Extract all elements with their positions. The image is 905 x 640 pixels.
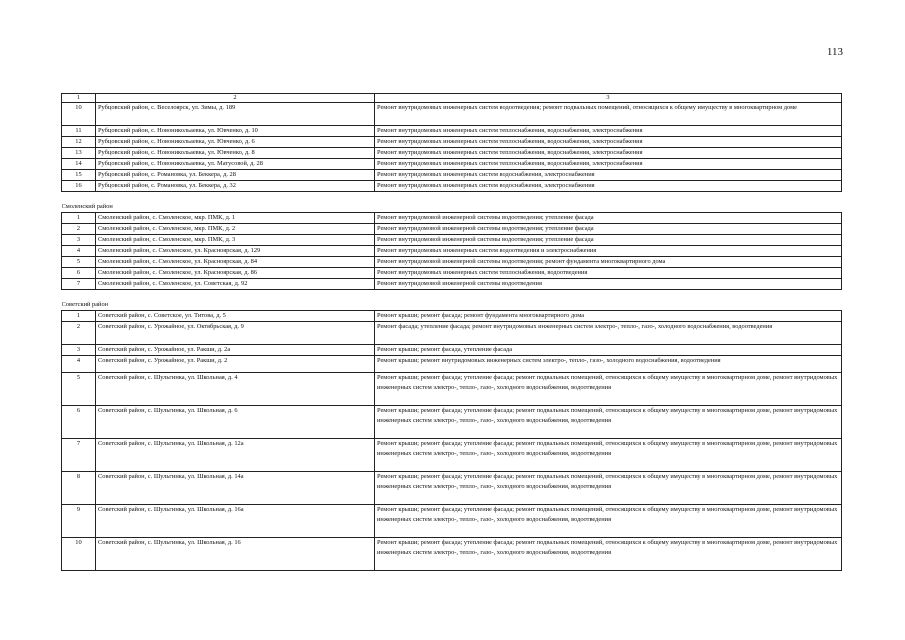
table-row — [62, 345, 842, 356]
row-works: Ремонт внутридомовой инженерной системы водоотведения — [375, 279, 842, 290]
table-row — [62, 406, 842, 439]
row-address: Рубцовский район, с. Новоникольаевка, ул. Ювченко, д. 10 — [96, 126, 375, 137]
row-address: Смоленский район, с. Смоленское, ул. Советская, д. 92 — [96, 279, 375, 290]
row-number: 16 — [62, 181, 96, 192]
row-address: Советский район, с. Шульгинка, ул. Школьная, д. 16 — [96, 538, 375, 571]
row-address: Советский район, с. Шульгинка, ул. Школьная, д. 6 — [96, 406, 375, 439]
table-row — [62, 246, 842, 257]
row-number: 7 — [62, 279, 96, 290]
row-address: Советский район, с. Урожайное, ул. Ракши, д. 2 — [96, 356, 375, 373]
row-address: Смоленский район, с. Смоленское, ул. Красноярская, д. 86 — [96, 268, 375, 279]
row-number: 1 — [62, 311, 96, 322]
row-number: 6 — [62, 268, 96, 279]
row-number: 13 — [62, 148, 96, 159]
row-number: 8 — [62, 472, 96, 505]
table-row — [62, 472, 842, 505]
row-works: Ремонт внутридомовых инженерных систем теплоснабжения, водоснабжения, электроснабжения — [375, 148, 842, 159]
row-works: Ремонт внутридомовых инженерных систем водоснабжения, электроснабжения — [375, 170, 842, 181]
table-row — [62, 279, 842, 290]
row-works: Ремонт крыши; ремонт фасада; ремонт фундамента многоквартирного дома — [375, 311, 842, 322]
row-number: 9 — [62, 505, 96, 538]
row-number: 15 — [62, 170, 96, 181]
row-number: 2 — [62, 322, 96, 345]
table-row — [62, 373, 842, 406]
row-works: Ремонт крыши; ремонт фасада; утепление фасада; ремонт подвальных помещений, относящихся к общему имуществу в многоквартирном доме, ремонт внутридомовых инженерных систем электро-, тепло-, газо-, холодного водоснабжения, водоотведения — [375, 472, 842, 505]
row-works: Ремонт внутридомовой инженерной системы водоотведения; утепление фасада — [375, 235, 842, 246]
table-row — [62, 103, 842, 126]
row-address: Рубцовский район, с. Веселоярск, ул. Зимы, д. 189 — [96, 103, 375, 126]
row-number: 4 — [62, 356, 96, 373]
row-works: Ремонт крыши; ремонт фасада, утепление фасада — [375, 345, 842, 356]
row-number: 12 — [62, 137, 96, 148]
table-row — [62, 311, 842, 322]
row-number: 14 — [62, 159, 96, 170]
row-number: 7 — [62, 439, 96, 472]
table-row — [62, 439, 842, 472]
row-number: 4 — [62, 246, 96, 257]
row-works: Ремонт внутридомовых инженерных систем теплоснабжения, водоснабжения, электроснабжения — [375, 137, 842, 148]
table-row — [62, 257, 842, 268]
row-number: 3 — [62, 235, 96, 246]
row-address: Советский район, с. Урожайное, ул. Октябрьская, д. 9 — [96, 322, 375, 345]
table-row — [62, 170, 842, 181]
column-header-works: 3 — [375, 94, 842, 103]
row-works: Ремонт крыши; ремонт фасада; утепление фасада; ремонт подвальных помещений, относящихся к общему имуществу в многоквартирном доме, ремонт внутридомовых инженерных систем электро-, тепло-, газо-, холодного водоснабжения, водоотведения — [375, 538, 842, 571]
page-number: 113 — [826, 46, 843, 58]
table-row — [62, 213, 842, 224]
section-title-sovetsky: Советский район — [61, 301, 109, 308]
row-number: 6 — [62, 406, 96, 439]
column-header-address: 2 — [96, 94, 375, 103]
column-header-number: 1 — [62, 94, 96, 103]
row-number: 10 — [62, 538, 96, 571]
row-works: Ремонт внутридомовых инженерных систем водоотведения; ремонт подвальных помещений, относящихся к общему имуществу в многоквартирном доме — [375, 103, 842, 126]
row-works: Ремонт фасада; утепление фасада; ремонт внутридомовых инженерных систем электро-, тепло-, газо-, холодного водоснабжения, водоотведения — [375, 322, 842, 345]
smolensky-heading — [62, 192, 842, 213]
table-row — [62, 126, 842, 137]
smolensky-section — [62, 213, 842, 290]
row-works: Ремонт крыши; ремонт фасада; утепление фасада; ремонт подвальных помещений, относящихся к общему имуществу в многоквартирном доме, ремонт внутридомовых инженерных систем электро-, тепло-, газо-, холодного водоснабжения, водоотведения — [375, 505, 842, 538]
row-number: 3 — [62, 345, 96, 356]
row-address: Рубцовский район, с. Романовка, ул. Беккера, д. 32 — [96, 181, 375, 192]
table-row — [62, 224, 842, 235]
row-number: 5 — [62, 257, 96, 268]
column-header-row — [62, 94, 842, 103]
row-address: Смоленский район, с. Смоленское, ул. Красноярская, д. 129 — [96, 246, 375, 257]
row-address: Советский район, с. Шульгинка, ул. Школьная, д. 12а — [96, 439, 375, 472]
sovetsky-section — [62, 311, 842, 571]
row-address: Смоленский район, с. Смоленское, мкр. ПМК, д. 1 — [96, 213, 375, 224]
table-row — [62, 235, 842, 246]
row-works: Ремонт внутридомовой инженерной системы водоотведения; утепление фасада — [375, 213, 842, 224]
table-row — [62, 181, 842, 192]
row-number: 11 — [62, 126, 96, 137]
row-address: Рубцовский район, с. Новоникольаевка, ул. Матусовой, д. 28 — [96, 159, 375, 170]
row-address: Советский район, с. Советское, ул. Титова, д. 5 — [96, 311, 375, 322]
table-row — [62, 137, 842, 148]
row-works: Ремонт внутридомовых инженерных систем теплоснабжения, водоснабжения, электроснабжения — [375, 159, 842, 170]
row-address: Рубцовский район, с. Романовка, ул. Беккера, д. 28 — [96, 170, 375, 181]
rubtsovsky-section — [62, 103, 842, 192]
sovetsky-heading — [62, 290, 842, 311]
row-address: Советский район, с. Урожайное, ул. Ракши, д. 2а — [96, 345, 375, 356]
table-row — [62, 538, 842, 571]
row-address: Советский район, с. Шульгинка, ул. Школьная, д. 4 — [96, 373, 375, 406]
row-works: Ремонт внутридомовых инженерных систем теплоснабжения, водоснабжения, электроснабжения — [375, 126, 842, 137]
table-row — [62, 356, 842, 373]
row-works: Ремонт крыши; ремонт фасада; утепление фасада; ремонт подвальных помещений, относящихся к общему имуществу в многоквартирном доме, ремонт внутридомовых инженерных систем электро-, тепло-, газо-, холодного водоснабжения, водоотведения — [375, 439, 842, 472]
row-address: Смоленский район, с. Смоленское, ул. Красноярская, д. 84 — [96, 257, 375, 268]
row-number: 5 — [62, 373, 96, 406]
table-row — [62, 322, 842, 345]
repair-program-table — [61, 93, 842, 571]
row-address: Смоленский район, с. Смоленское, мкр. ПМК, д. 2 — [96, 224, 375, 235]
row-works: Ремонт внутридомовых инженерных систем водоснабжения, электроснабжения — [375, 181, 842, 192]
table-row — [62, 148, 842, 159]
row-number: 1 — [62, 213, 96, 224]
row-works: Ремонт крыши; ремонт фасада; утепление фасада; ремонт подвальных помещений, относящихся к общему имуществу в многоквартирном доме, ремонт внутридомовых инженерных систем электро-, тепло-, газо-, холодного водоснабжения, водоотведения — [375, 373, 842, 406]
row-address: Смоленский район, с. Смоленское, мкр. ПМК, д. 3 — [96, 235, 375, 246]
table-row — [62, 159, 842, 170]
row-address: Советский район, с. Шульгинка, ул. Школьная, д. 16а — [96, 505, 375, 538]
row-works: Ремонт крыши; ремонт внутридомовых инженерных систем электро-, тепло-, газо-, холодного водоснабжения, водоотведения — [375, 356, 842, 373]
row-number: 2 — [62, 224, 96, 235]
row-number: 10 — [62, 103, 96, 126]
table-row — [62, 268, 842, 279]
row-address: Рубцовский район, с. Новоникольаевка, ул. Ювченко, д. 8 — [96, 148, 375, 159]
row-works: Ремонт внутридомовой инженерной системы водоотведения; ремонт фундамента многоквартирного дома — [375, 257, 842, 268]
row-works: Ремонт внутридомовой инженерной системы водоотведения; утепление фасада — [375, 224, 842, 235]
section-title-smolensky: Смоленский район — [61, 203, 113, 210]
row-works: Ремонт внутридомовых инженерных систем теплоснабжения, водоотведения — [375, 268, 842, 279]
row-address: Рубцовский район, с. Новоникольаевка, ул. Ювченко, д. 6 — [96, 137, 375, 148]
row-works: Ремонт внутридомовых инженерных систем водоотведения и электроснабжения — [375, 246, 842, 257]
table-row — [62, 505, 842, 538]
row-works: Ремонт крыши; ремонт фасада; утепление фасада; ремонт подвальных помещений, относящихся к общему имуществу в многоквартирном доме, ремонт внутридомовых инженерных систем электро-, тепло-, газо-, холодного водоснабжения, водоотведения — [375, 406, 842, 439]
row-address: Советский район, с. Шульгинка, ул. Школьная, д. 14а — [96, 472, 375, 505]
